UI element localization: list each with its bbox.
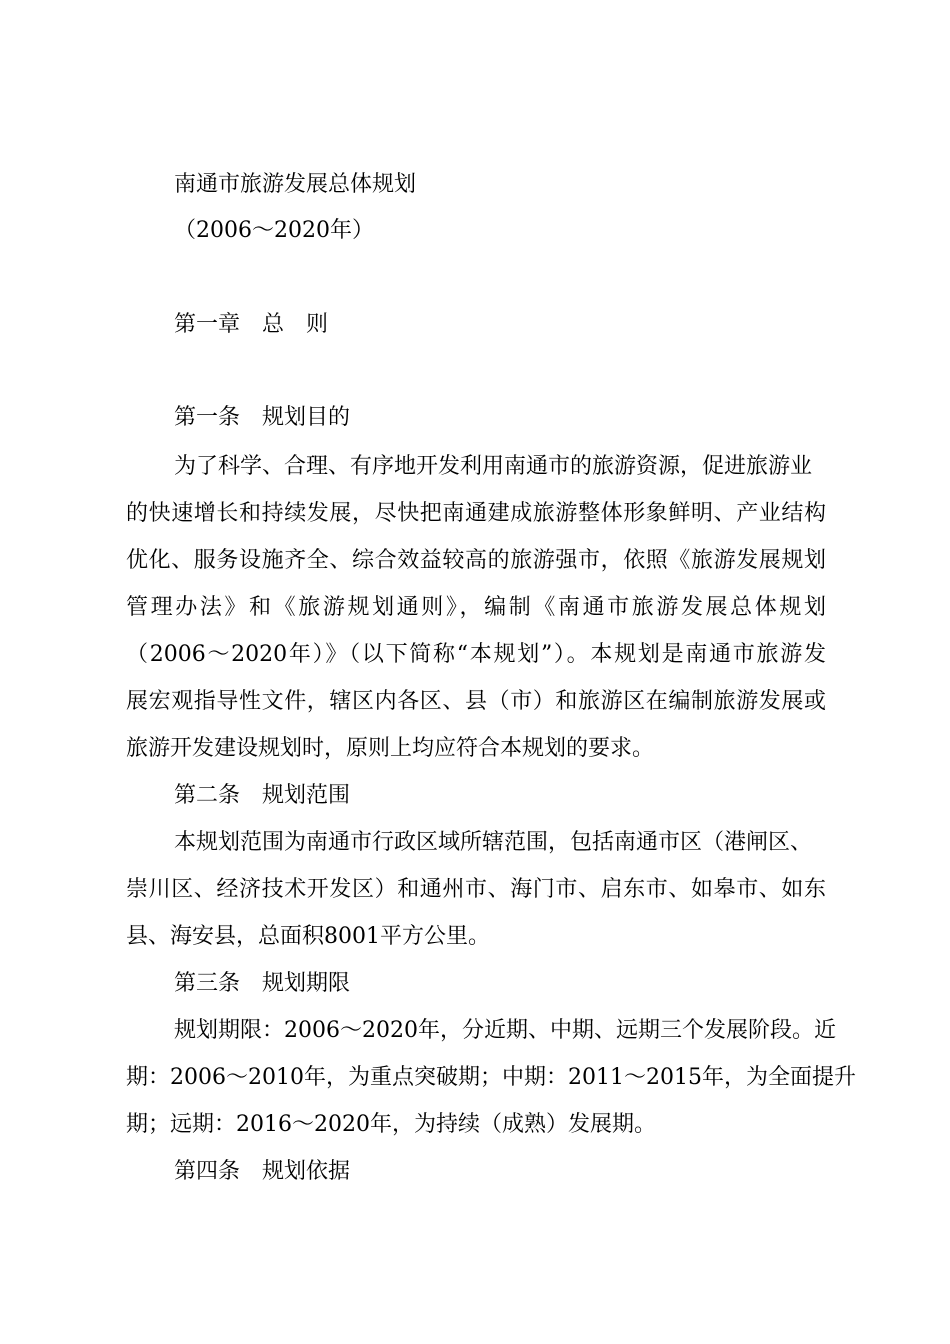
article-2-line-3: 县、海安县，总面积8001平方公里。 bbox=[126, 924, 490, 949]
article-3-line-2: 期：2006～2010年，为重点突破期；中期：2011～2015年，为全面提升 bbox=[126, 1065, 856, 1090]
article-1-line-7: 旅游开发建设规划时，原则上均应符合本规划的要求。 bbox=[126, 736, 655, 761]
article-3-heading: 第三条 规划期限 bbox=[174, 971, 351, 996]
article-1-line-6: 展宏观指导性文件，辖区内各区、县（市）和旅游区在编制旅游发展或 bbox=[126, 689, 826, 714]
article-1-line-1: 为了科学、合理、有序地开发利用南通市的旅游资源，促进旅游业 bbox=[174, 454, 813, 479]
article-1-line-3: 优化、服务设施齐全、综合效益较高的旅游强市，依照《旅游发展规划 bbox=[126, 548, 826, 573]
document-title: 南通市旅游发展总体规划 bbox=[174, 172, 417, 197]
chapter-heading: 第一章 总 则 bbox=[174, 312, 329, 337]
article-1-line-5: （2006～2020年）》（以下简称“本规划”）。本规划是南通市旅游发 bbox=[126, 642, 826, 667]
article-1-heading: 第一条 规划目的 bbox=[174, 405, 351, 430]
article-1-line-4: 管理办法》和《旅游规划通则》，编制《南通市旅游发展总体规划 bbox=[126, 595, 826, 620]
article-4-heading: 第四条 规划依据 bbox=[174, 1159, 351, 1184]
article-2-heading: 第二条 规划范围 bbox=[174, 783, 351, 808]
article-2-line-2: 崇川区、经济技术开发区）和通州市、海门市、启东市、如皋市、如东 bbox=[126, 877, 826, 902]
article-3-line-3: 期；远期：2016～2020年，为持续（成熟）发展期。 bbox=[126, 1112, 656, 1137]
document-period: （2006～2020年） bbox=[174, 218, 374, 243]
article-3-line-1: 规划期限：2006～2020年，分近期、中期、远期三个发展阶段。近 bbox=[174, 1018, 836, 1043]
article-1-line-2: 的快速增长和持续发展，尽快把南通建成旅游整体形象鲜明、产业结构 bbox=[126, 501, 826, 526]
article-2-line-1: 本规划范围为南通市行政区域所辖范围，包括南通市区（港闸区、 bbox=[174, 830, 813, 855]
